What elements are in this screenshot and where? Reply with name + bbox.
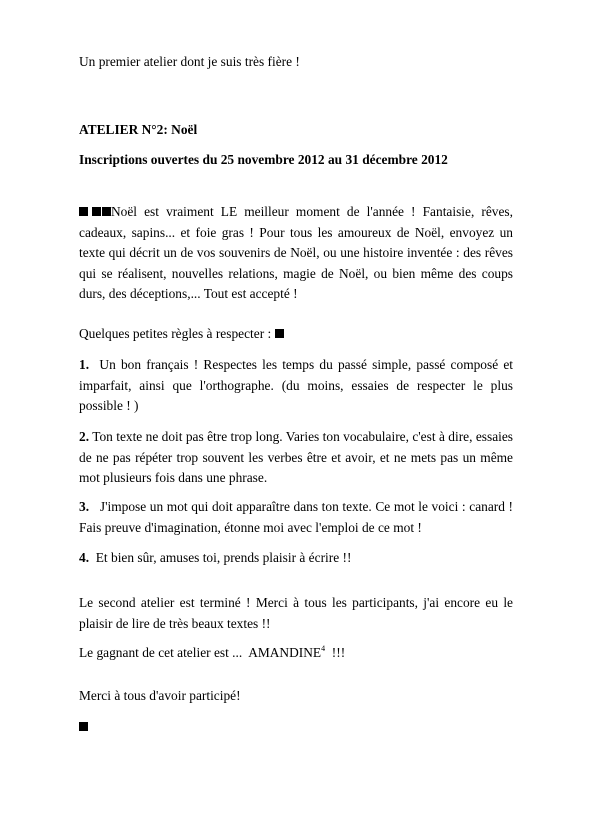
closing-paragraph: Le second atelier est terminé ! Merci à tous les participants, j'ai encore eu le plaisir de lire de très beaux textes !! bbox=[79, 595, 513, 631]
square-bullet-icon bbox=[275, 329, 284, 338]
winner-line bbox=[79, 643, 513, 664]
intro-text: Un premier atelier dont je suis très fière ! bbox=[79, 54, 300, 69]
footnote-marker: 4 bbox=[321, 643, 326, 653]
rule-item-3 bbox=[79, 497, 513, 538]
rule-number: 1. bbox=[79, 357, 90, 372]
rule-text: Un bon français ! Respectes les temps du passé simple, passé composé et imparfait, ainsi que l'orthographe. (du moins, essaies de respecter le plus possible ! ) bbox=[79, 357, 514, 413]
rule-item-2 bbox=[79, 427, 513, 489]
rule-text: J'impose un mot qui doit apparaître dans ton texte. Ce mot le voici : canard ! Fais preuve d'imagination, étonne moi avec l'emploi de ce mot ! bbox=[79, 499, 513, 535]
square-bullet-icon bbox=[79, 207, 88, 216]
square-bullet-icon bbox=[79, 722, 88, 731]
rule-number: 4. bbox=[79, 550, 90, 565]
thanks-text: Merci à tous d'avoir participé! bbox=[79, 688, 241, 703]
rule-number: 3. bbox=[79, 499, 90, 514]
square-bullet-icon bbox=[92, 207, 101, 216]
square-bullet-icon bbox=[102, 207, 111, 216]
rules-intro-text: Quelques petites règles à respecter : bbox=[79, 326, 272, 341]
closing-bullet bbox=[79, 717, 513, 738]
rule-item-4 bbox=[79, 548, 513, 569]
rules-intro bbox=[79, 324, 513, 345]
description-text: Noël est vraiment LE meilleur moment de l'année ! Fantaisie, rêves, cadeaux, sapins... et foie gras ! Pour tous les amoureux de Noël, envoyez un texte qui décrit un de vos souvenirs de Noël, ou une histoire inventée : des rêves qui se réalisent, nouvelles relations, magie de Noël, ou bien même des coups durs, des déceptions,... Tout est accepté ! bbox=[79, 204, 513, 301]
winner-suffix: !!! bbox=[331, 645, 346, 660]
rule-number: 2. bbox=[79, 429, 90, 444]
rule-item-1 bbox=[79, 355, 513, 417]
rule-text: Ton texte ne doit pas être trop long. Varies ton vocabulaire, c'est à dire, essaies de ne pas répéter trop souvent les verbes être et avoir, et ne mets pas un même mot plusieurs fois dans une phrase. bbox=[79, 429, 514, 485]
winner-name: AMANDINE bbox=[248, 645, 322, 660]
rule-text: Et bien sûr, amuses toi, prends plaisir à écrire !! bbox=[95, 550, 352, 565]
description-paragraph bbox=[79, 202, 513, 305]
winner-prefix: Le gagnant de cet atelier est ... bbox=[79, 645, 243, 660]
inscriptions-dates: Inscriptions ouvertes du 25 novembre 2012 au 31 décembre 2012 bbox=[79, 152, 448, 167]
atelier-title: ATELIER N°2: Noël bbox=[79, 122, 198, 137]
